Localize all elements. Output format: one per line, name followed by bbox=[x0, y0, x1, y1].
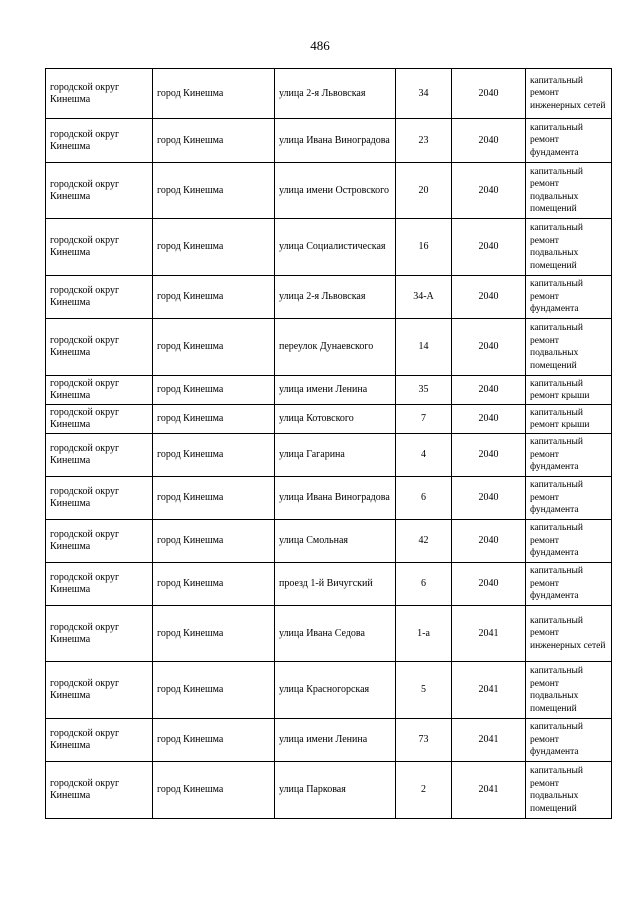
year-cell: 2040 bbox=[452, 563, 526, 606]
city-cell: город Кинешма bbox=[153, 119, 275, 163]
table-row bbox=[46, 376, 612, 405]
year-cell: 2040 bbox=[452, 319, 526, 376]
work-type-cell: капитальный ремонт подвальных помещений bbox=[526, 662, 612, 719]
area-cell: городской округ Кинешма bbox=[46, 477, 153, 520]
work-type-cell: капитальный ремонт фундамента bbox=[526, 477, 612, 520]
street-cell: улица 2-я Львовская bbox=[275, 276, 396, 319]
street-cell: улица Парковая bbox=[275, 762, 396, 819]
street-cell: улица имени Островского bbox=[275, 163, 396, 219]
city-cell: город Кинешма bbox=[153, 719, 275, 762]
year-cell: 2040 bbox=[452, 276, 526, 319]
area-cell: городской округ Кинешма bbox=[46, 69, 153, 119]
street-cell: улица Ивана Седова bbox=[275, 606, 396, 662]
work-type-cell: капитальный ремонт фундамента bbox=[526, 520, 612, 563]
year-cell: 2040 bbox=[452, 163, 526, 219]
table-row bbox=[46, 762, 612, 819]
house-cell: 6 bbox=[396, 563, 452, 606]
city-cell: город Кинешма bbox=[153, 477, 275, 520]
table-row bbox=[46, 319, 612, 376]
street-cell: улица Гагарина bbox=[275, 434, 396, 477]
street-cell: улица Смольная bbox=[275, 520, 396, 563]
table-row bbox=[46, 405, 612, 434]
street-cell: улица 2-я Львовская bbox=[275, 69, 396, 119]
area-cell: городской округ Кинешма bbox=[46, 376, 153, 405]
area-cell: городской округ Кинешма bbox=[46, 719, 153, 762]
table-row bbox=[46, 662, 612, 719]
year-cell: 2040 bbox=[452, 405, 526, 434]
table-row bbox=[46, 69, 612, 119]
city-cell: город Кинешма bbox=[153, 163, 275, 219]
work-type-cell: капитальный ремонт фундамента bbox=[526, 119, 612, 163]
house-cell: 23 bbox=[396, 119, 452, 163]
work-type-cell: капитальный ремонт крыши bbox=[526, 376, 612, 405]
table-body bbox=[46, 69, 612, 819]
work-type-cell: капитальный ремонт подвальных помещений bbox=[526, 319, 612, 376]
work-type-cell: капитальный ремонт фундамента bbox=[526, 434, 612, 477]
year-cell: 2041 bbox=[452, 762, 526, 819]
house-cell: 5 bbox=[396, 662, 452, 719]
city-cell: город Кинешма bbox=[153, 762, 275, 819]
street-cell: проезд 1-й Вичугский bbox=[275, 563, 396, 606]
table-row bbox=[46, 119, 612, 163]
street-cell: улица имени Ленина bbox=[275, 376, 396, 405]
house-cell: 20 bbox=[396, 163, 452, 219]
street-cell: улица Ивана Виноградова bbox=[275, 477, 396, 520]
table-row bbox=[46, 276, 612, 319]
street-cell: переулок Дунаевского bbox=[275, 319, 396, 376]
city-cell: город Кинешма bbox=[153, 434, 275, 477]
area-cell: городской округ Кинешма bbox=[46, 405, 153, 434]
area-cell: городской округ Кинешма bbox=[46, 219, 153, 276]
year-cell: 2041 bbox=[452, 606, 526, 662]
work-type-cell: капитальный ремонт крыши bbox=[526, 405, 612, 434]
city-cell: город Кинешма bbox=[153, 606, 275, 662]
table-row bbox=[46, 719, 612, 762]
table-row bbox=[46, 163, 612, 219]
area-cell: городской округ Кинешма bbox=[46, 163, 153, 219]
house-cell: 16 bbox=[396, 219, 452, 276]
house-cell: 14 bbox=[396, 319, 452, 376]
table-row bbox=[46, 434, 612, 477]
area-cell: городской округ Кинешма bbox=[46, 563, 153, 606]
year-cell: 2040 bbox=[452, 376, 526, 405]
year-cell: 2040 bbox=[452, 520, 526, 563]
year-cell: 2041 bbox=[452, 719, 526, 762]
city-cell: город Кинешма bbox=[153, 276, 275, 319]
street-cell: улица Ивана Виноградова bbox=[275, 119, 396, 163]
table-row bbox=[46, 477, 612, 520]
area-cell: городской округ Кинешма bbox=[46, 119, 153, 163]
repair-schedule-table bbox=[45, 68, 612, 819]
area-cell: городской округ Кинешма bbox=[46, 319, 153, 376]
city-cell: город Кинешма bbox=[153, 662, 275, 719]
house-cell: 7 bbox=[396, 405, 452, 434]
work-type-cell: капитальный ремонт фундамента bbox=[526, 719, 612, 762]
city-cell: город Кинешма bbox=[153, 69, 275, 119]
house-cell: 1-а bbox=[396, 606, 452, 662]
city-cell: город Кинешма bbox=[153, 376, 275, 405]
work-type-cell: капитальный ремонт подвальных помещений bbox=[526, 762, 612, 819]
house-cell: 73 bbox=[396, 719, 452, 762]
area-cell: городской округ Кинешма bbox=[46, 762, 153, 819]
year-cell: 2040 bbox=[452, 69, 526, 119]
table-row bbox=[46, 219, 612, 276]
year-cell: 2040 bbox=[452, 477, 526, 520]
year-cell: 2041 bbox=[452, 662, 526, 719]
year-cell: 2040 bbox=[452, 119, 526, 163]
house-cell: 6 bbox=[396, 477, 452, 520]
year-cell: 2040 bbox=[452, 219, 526, 276]
street-cell: улица имени Ленина bbox=[275, 719, 396, 762]
house-cell: 42 bbox=[396, 520, 452, 563]
work-type-cell: капитальный ремонт инженерных сетей bbox=[526, 69, 612, 119]
work-type-cell: капитальный ремонт фундамента bbox=[526, 563, 612, 606]
work-type-cell: капитальный ремонт инженерных сетей bbox=[526, 606, 612, 662]
city-cell: город Кинешма bbox=[153, 405, 275, 434]
street-cell: улица Социалистическая bbox=[275, 219, 396, 276]
house-cell: 35 bbox=[396, 376, 452, 405]
house-cell: 34-А bbox=[396, 276, 452, 319]
city-cell: город Кинешма bbox=[153, 319, 275, 376]
street-cell: улица Красногорская bbox=[275, 662, 396, 719]
city-cell: город Кинешма bbox=[153, 520, 275, 563]
area-cell: городской округ Кинешма bbox=[46, 606, 153, 662]
table-row bbox=[46, 563, 612, 606]
work-type-cell: капитальный ремонт подвальных помещений bbox=[526, 163, 612, 219]
page-number: 486 bbox=[310, 38, 330, 53]
work-type-cell: капитальный ремонт фундамента bbox=[526, 276, 612, 319]
table-row bbox=[46, 520, 612, 563]
area-cell: городской округ Кинешма bbox=[46, 276, 153, 319]
city-cell: город Кинешма bbox=[153, 219, 275, 276]
city-cell: город Кинешма bbox=[153, 563, 275, 606]
area-cell: городской округ Кинешма bbox=[46, 434, 153, 477]
house-cell: 34 bbox=[396, 69, 452, 119]
work-type-cell: капитальный ремонт подвальных помещений bbox=[526, 219, 612, 276]
house-cell: 4 bbox=[396, 434, 452, 477]
street-cell: улица Котовского bbox=[275, 405, 396, 434]
year-cell: 2040 bbox=[452, 434, 526, 477]
house-cell: 2 bbox=[396, 762, 452, 819]
table-row bbox=[46, 606, 612, 662]
area-cell: городской округ Кинешма bbox=[46, 520, 153, 563]
area-cell: городской округ Кинешма bbox=[46, 662, 153, 719]
